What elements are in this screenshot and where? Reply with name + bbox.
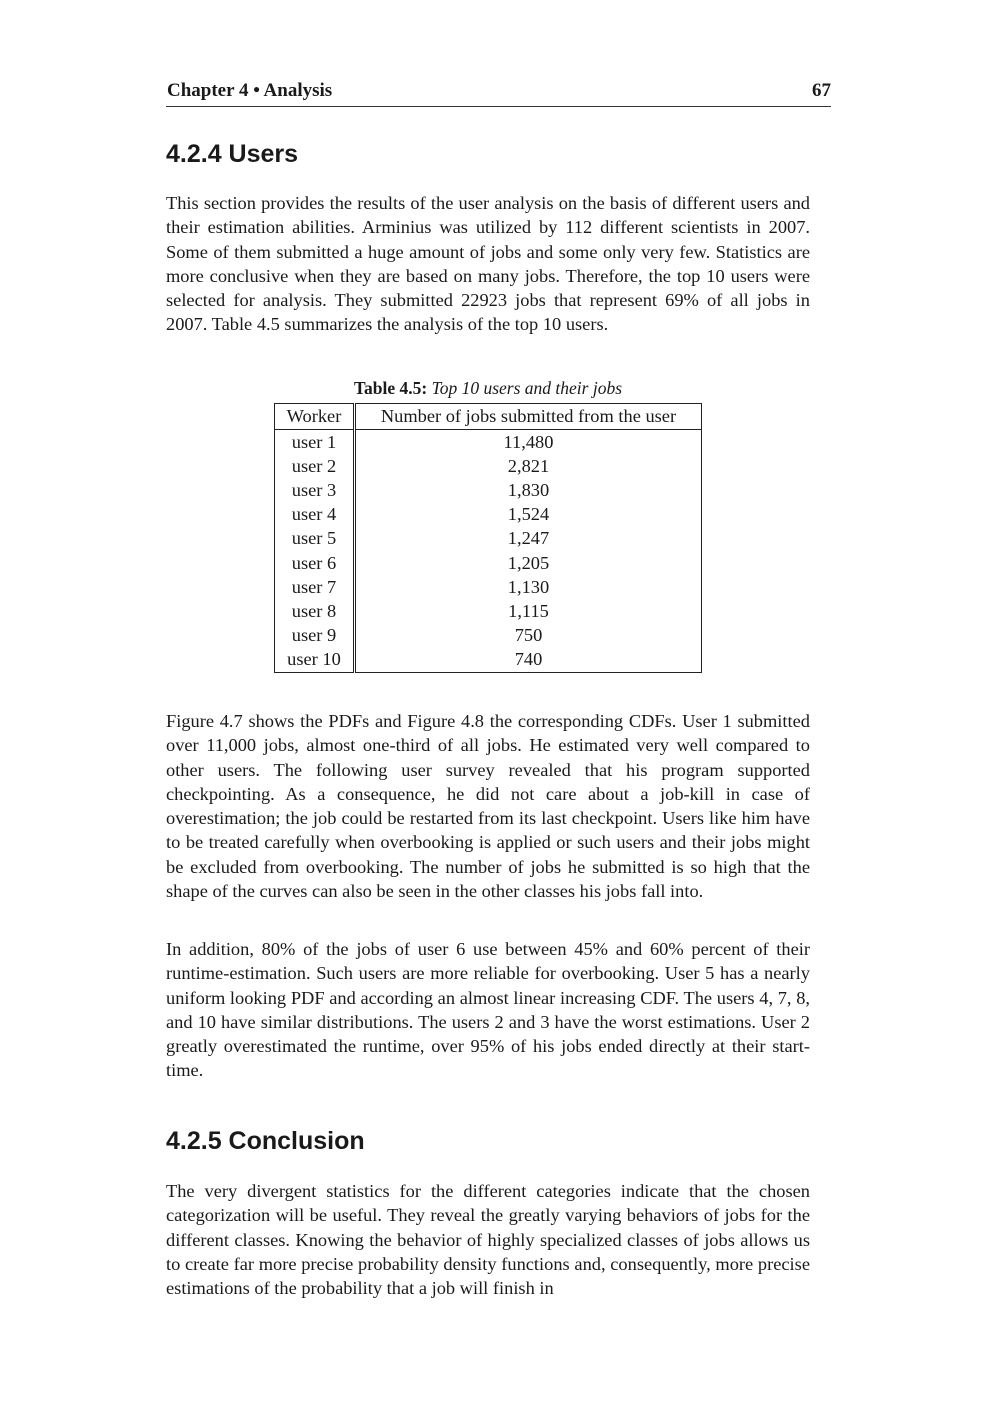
conclusion-paragraph: The very divergent statistics for the different categories indicate that the chosen categorization will be useful. They reveal the greatly varying behaviors of jobs for the different classes. Knowing the behavior of highly specialized classes of jobs allows us to create far more precise probability density functions and, consequently, more precise estimations of the probability that a job will finish in xyxy=(166,1181,810,1299)
section-heading-users: 4.2.4 Users xyxy=(166,140,299,168)
table-row xyxy=(275,648,702,673)
table-row xyxy=(275,551,702,575)
table-caption-label: Table 4.5: xyxy=(353,378,428,398)
users-intro-paragraph: This section provides the results of the user analysis on the basis of different users and their estimation abilities. Arminius was utilized by 112 different scientists in 2007. Some of them submitted a huge amount of jobs and some only very few. Statistics are more conclusive when they are based on many jobs. Therefore, the top 10 users were selected for analysis. They submitted 22923 jobs that represent 69% of all jobs in 2007. Table 4.5 summarizes the analysis of the top 10 users. xyxy=(166,193,810,335)
table-row xyxy=(275,503,702,527)
section-heading-conclusion: 4.2.5 Conclusion xyxy=(166,1127,365,1155)
jobs-cell: 750 xyxy=(514,625,543,646)
worker-cell: user 10 xyxy=(275,648,355,673)
worker-cell: user 6 xyxy=(275,551,355,575)
running-header xyxy=(166,80,831,107)
jobs-cell: 1,247 xyxy=(507,528,550,549)
table-caption xyxy=(274,378,702,399)
worker-cell: user 7 xyxy=(275,575,355,599)
jobs-cell: 1,130 xyxy=(507,576,550,597)
worker-cell: user 8 xyxy=(275,599,355,623)
worker-cell: user 3 xyxy=(275,478,355,502)
jobs-cell: 2,821 xyxy=(507,455,550,476)
table-row xyxy=(275,575,702,599)
worker-cell: user 5 xyxy=(275,527,355,551)
jobs-cell: 1,115 xyxy=(508,600,549,621)
jobs-cell: 1,205 xyxy=(507,552,550,573)
header-worker: Worker xyxy=(275,404,355,430)
header-jobs: Number of jobs submitted from the user xyxy=(355,404,702,430)
table-caption-text: Top 10 users and their jobs xyxy=(431,378,623,398)
users-jobs-table xyxy=(274,403,702,673)
page-number: 67 xyxy=(812,80,831,101)
table-row xyxy=(275,527,702,551)
jobs-cell: 11,480 xyxy=(503,431,554,452)
table-header-row xyxy=(275,404,702,430)
worker-cell: user 4 xyxy=(275,503,355,527)
discussion-paragraph-2: In addition, 80% of the jobs of user 6 use between 45% and 60% percent of their runtime-estimation. Such users are more reliable for overbooking. User 5 has a nearly uniform looking PDF and according an almost linear increasing CDF. The users 4, 7, 8, and 10 have similar distributions. The users 2 and 3 have the worst estimations. User 2 greatly overestimated the runtime, over 95% of his jobs ended directly at their start-time. xyxy=(166,939,810,1081)
jobs-cell: 740 xyxy=(514,649,543,670)
chapter-title: Chapter 4 • Analysis xyxy=(167,80,333,101)
table-row xyxy=(275,454,702,478)
worker-cell: user 1 xyxy=(275,430,355,455)
table-row xyxy=(275,599,702,623)
jobs-cell: 1,830 xyxy=(507,479,550,500)
table-row xyxy=(275,624,702,648)
worker-cell: user 9 xyxy=(275,624,355,648)
worker-cell: user 2 xyxy=(275,454,355,478)
jobs-cell: 1,524 xyxy=(507,504,550,525)
table-row xyxy=(275,478,702,502)
discussion-paragraph-1: Figure 4.7 shows the PDFs and Figure 4.8 the corresponding CDFs. User 1 submitted over 11,000 jobs, almost one-third of all jobs. He estimated very well compared to other users. The following user survey revealed that his program supported checkpointing. As a consequence, he did not care about a job-kill in case of overestimation; the job could be restarted from its last checkpoint. Users like him have to be treated carefully when overbooking is applied or such users and their jobs might be excluded from overbooking. The number of jobs he submitted is so high that the shape of the curves can also be seen in the other classes his jobs fall into. xyxy=(166,711,810,902)
table-row xyxy=(275,430,702,455)
